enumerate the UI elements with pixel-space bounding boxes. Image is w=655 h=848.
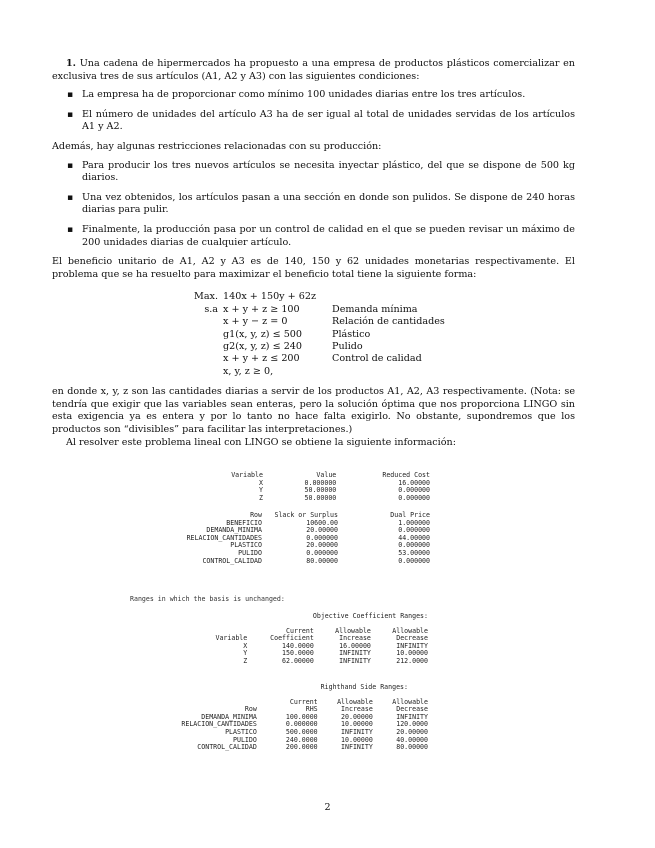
constraint-expr: g1(x, y, z) ≤ 500	[223, 328, 303, 340]
constraint-note: Relación de cantidades	[332, 316, 445, 328]
table-row: PULIDO 0.000000 53.00000	[238, 548, 430, 557]
col-header: Allowable	[392, 697, 428, 706]
var-name: X	[258, 478, 263, 487]
col-header: Current	[286, 626, 314, 635]
constraint-note: Control de calidad	[332, 353, 422, 365]
col-header: Value	[316, 471, 337, 479]
constraint-note: Plástico	[332, 328, 371, 340]
var-cost: 0.000000	[398, 493, 430, 502]
col-header: Decrease	[396, 634, 428, 643]
constraint-expr: x + y + z ≥ 100	[223, 303, 300, 315]
var-name: Z	[258, 493, 263, 502]
restrictions-list	[52, 160, 575, 250]
constraint-note	[322, 366, 451, 378]
page-body	[52, 58, 575, 449]
table-row: CONTROL_CALIDAD 80.00000 0.000000	[202, 556, 430, 565]
col-header: Allowable	[392, 626, 428, 635]
benefit-paragraph: El beneficio unitario de A1, A2 y A3 es de 140, 150 y 62 unidades monetarias respectivamente. El problema que se ha resuelto para maximizar el beneficio total tiene la siguiente forma:	[52, 256, 575, 280]
list-item: ▪ Para producir los tres nuevos artículos se necesita inyectar plástico, del que se dispone de 500 kg diarios.	[82, 160, 575, 185]
col-header: RHS	[305, 705, 318, 714]
list-item: ▪ Finalmente, la producción pasa por un control de calidad en el que se pueden revisar un máximo de 200 unidades diarias de cualquier artículo.	[82, 224, 575, 249]
constraint-expr: x + y + z ≤ 200	[223, 353, 300, 365]
subject-to-keyword: s.a	[204, 303, 219, 315]
table-row: DEMANDA_MINIMA 100.0000 20.00000 INFINITY	[201, 712, 428, 721]
var-cost: 16.00000	[398, 478, 430, 487]
constraint-note: Pulido	[332, 340, 363, 352]
table-row: RELACION_CANTIDADES 0.000000 10.00000 120.0000	[181, 720, 428, 729]
col-header: Increase	[341, 705, 373, 714]
var-cost: 0.000000	[398, 486, 430, 495]
col-header: Row	[244, 705, 257, 714]
list-item: ▪ La empresa ha de proporcionar como mínimo 100 unidades diarias entre los tres artículos.	[82, 89, 575, 102]
constraint-expr: g2(x, y, z) ≤ 240	[223, 340, 303, 352]
after-model-paragraph: en donde x, y, z son las cantidades diarias a servir de los productos A1, A2, A3 respectivamente. (Nota: se tendría que exigir que las variables sean enteras, pero la solución óptima que nos proporciona LINGO sin esta exigencia ya es entera y por lo tanto no hace falta exigirlo. No obstante, supondremos que los productos son “divisibles” para facilitar las interpretaciones.)	[52, 386, 575, 435]
col-header: Current	[289, 697, 318, 706]
col-header: Allowable	[335, 626, 371, 635]
var-name: Y	[258, 486, 263, 495]
col-header: Row	[250, 511, 262, 519]
col-header: Dual Price	[390, 511, 430, 519]
solution-table	[210, 472, 450, 502]
col-header: Decrease	[396, 705, 428, 714]
col-header: Reduced Cost	[382, 471, 430, 479]
table-row: PLASTICO 20.00000 0.000000	[230, 541, 430, 550]
table-row: X 140.0000 16.00000 INFINITY	[243, 641, 428, 650]
col-header: Coefficient	[270, 634, 314, 643]
rhs-ranges	[170, 684, 470, 752]
conditions-list	[52, 89, 575, 134]
table-row: PULIDO 240.0000 10.00000 40.00000	[233, 735, 428, 744]
col-header	[170, 699, 257, 707]
var-value: 50.00000	[304, 493, 337, 502]
var-value: 50.00000	[304, 486, 337, 495]
ranges-banner: Ranges in which the basis is unchanged:	[130, 595, 285, 603]
table-row: BENEFICIO 10600.00 1.000000	[226, 518, 430, 527]
page-number: 2	[324, 802, 331, 813]
col-header: Variable	[215, 634, 248, 643]
section-title: Objective Coefficient Ranges:	[312, 612, 428, 620]
var-value: 0.000000	[304, 478, 337, 487]
constraint-expr: x + y − z = 0	[223, 316, 288, 328]
constraint-expr: x, y, z ≥ 0,	[223, 365, 274, 377]
restrictions-intro: Además, hay algunas restricciones relacionadas con su producción:	[52, 140, 382, 152]
col-header: Increase	[339, 634, 371, 643]
table-row: Z 62.00000 INFINITY 212.0000	[243, 656, 428, 665]
table-row: Y 150.0000 INFINITY 10.00000	[243, 649, 428, 658]
table-row: DEMANDA_MINIMA 20.00000 0.000000	[206, 526, 430, 535]
section-title: Righthand Side Ranges:	[320, 683, 408, 691]
lp-model	[194, 291, 575, 378]
list-item: ▪ Una vez obtenidos, los artículos pasan a una sección en donde son pulidos. Se dispone de 240 horas diarias para pulir.	[82, 192, 575, 217]
objective-keyword: Max.	[194, 291, 219, 303]
objective-ranges	[170, 613, 470, 666]
col-header: Slack or Surplus	[274, 511, 338, 519]
table-row: PLASTICO 500.0000 INFINITY 20.00000	[225, 727, 428, 736]
col-header: Variable	[231, 471, 263, 479]
constraint-note: Demanda mínima	[332, 303, 418, 315]
lingo-intro: Al resolver este problema lineal con LINGO se obtiene la siguiente información:	[66, 436, 456, 448]
objective-function: 140x + 150y + 62z	[223, 291, 317, 303]
list-item: ▪ El número de unidades del artículo A3 ha de ser igual al total de unidades servidas de los artículos A1 y A2.	[82, 109, 575, 134]
problem-intro: 1. Una cadena de hipermercados ha propuesto a una empresa de productos plásticos comercializar en exclusiva tres de sus artículos (A1, A2 y A3) con las siguientes condiciones:	[52, 58, 575, 82]
table-row: CONTROL_CALIDAD 200.0000 INFINITY 80.00000	[197, 743, 428, 752]
rows-table	[170, 512, 450, 565]
col-header: Allowable	[337, 697, 373, 706]
table-row: RELACION_CANTIDADES 0.000000 44.00000	[186, 533, 430, 542]
table-row	[210, 495, 430, 503]
